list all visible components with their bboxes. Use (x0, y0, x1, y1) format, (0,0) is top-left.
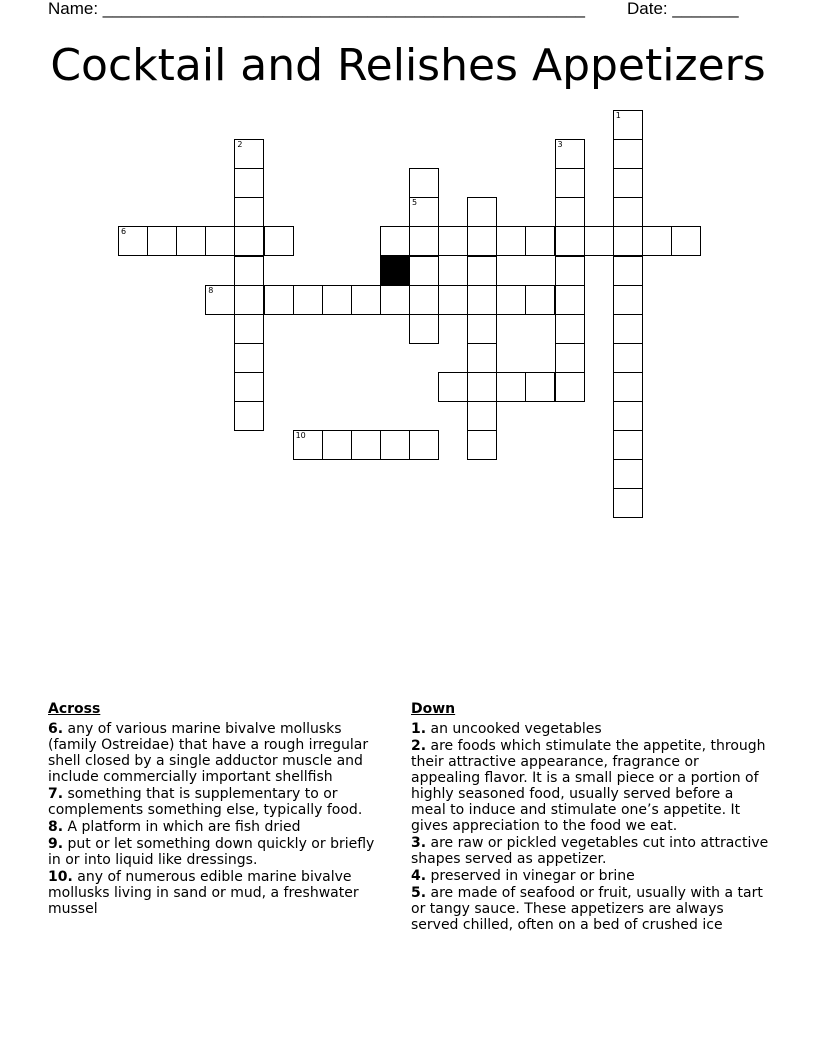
down-clues (411, 701, 771, 934)
grid-cell[interactable] (409, 168, 439, 198)
grid-cell[interactable] (467, 343, 497, 373)
grid-cell[interactable] (613, 430, 643, 460)
grid-cell[interactable] (293, 430, 323, 460)
grid-cell[interactable] (234, 226, 264, 256)
clue-num: 9. (48, 836, 64, 852)
grid-cell[interactable] (234, 314, 264, 344)
grid-cell[interactable] (409, 285, 439, 315)
grid-cell[interactable] (205, 226, 235, 256)
grid-cell[interactable] (525, 226, 555, 256)
grid-cell[interactable] (467, 197, 497, 227)
clue-text: any of numerous edible marine bivalve mollusks living in sand or mud, a freshwater mussel (48, 869, 359, 917)
grid-cell[interactable] (671, 226, 701, 256)
grid-cell[interactable] (438, 226, 468, 256)
grid-cell[interactable] (264, 226, 294, 256)
clue-text: are made of seafood or fruit, usually with a tart or tangy sauce. These appetizers are always served chilled, often on a bed of crushed ice (411, 885, 763, 933)
down-clue (411, 721, 771, 737)
grid-cell[interactable] (438, 372, 468, 402)
down-heading: Down (411, 701, 456, 717)
grid-cell[interactable] (613, 110, 643, 140)
across-clue (48, 721, 388, 785)
clue-num: 5. (411, 885, 427, 901)
grid-cell[interactable] (555, 372, 585, 402)
grid-cell[interactable] (613, 314, 643, 344)
grid-cell[interactable] (555, 343, 585, 373)
grid-cell[interactable] (118, 226, 148, 256)
clue-num: 3. (411, 835, 427, 851)
across-clues (48, 701, 388, 918)
across-clue (48, 819, 388, 835)
grid-cell[interactable] (234, 401, 264, 431)
grid-cell[interactable] (234, 139, 264, 169)
grid-cell[interactable] (642, 226, 672, 256)
grid-cell[interactable] (264, 285, 294, 315)
grid-cell[interactable] (613, 197, 643, 227)
grid-cell[interactable] (293, 285, 323, 315)
across-clue (48, 836, 388, 868)
grid-cell[interactable] (234, 285, 264, 315)
grid-cell[interactable] (613, 459, 643, 489)
grid-cell[interactable] (613, 139, 643, 169)
grid-cell[interactable] (496, 226, 526, 256)
across-clue (48, 869, 388, 917)
down-clue (411, 835, 771, 867)
grid-cell[interactable] (409, 314, 439, 344)
grid-block (380, 256, 410, 286)
clue-text: A platform in which are fish dried (67, 819, 301, 835)
grid-cell[interactable] (380, 430, 410, 460)
clue-number: 3 (557, 140, 563, 150)
grid-cell[interactable] (234, 343, 264, 373)
date-field[interactable]: Date: _______ (627, 0, 739, 18)
grid-cell[interactable] (555, 168, 585, 198)
clue-number: 10 (295, 431, 306, 441)
across-heading: Across (48, 701, 101, 717)
clue-num: 6. (48, 721, 64, 737)
clue-num: 2. (411, 738, 427, 754)
clue-text: any of various marine bivalve mollusks (family Ostreidae) that have a rough irregular shell closed by a single adductor muscle and include commercially important shellfish (48, 721, 369, 785)
grid-cell[interactable] (467, 256, 497, 286)
grid-cell[interactable] (555, 197, 585, 227)
across-clue-list (48, 721, 388, 917)
grid-cell[interactable] (613, 343, 643, 373)
grid-cell[interactable] (234, 372, 264, 402)
grid-cell[interactable] (234, 256, 264, 286)
grid-cell[interactable] (351, 430, 381, 460)
grid-cell[interactable] (147, 226, 177, 256)
grid-cell[interactable] (555, 314, 585, 344)
grid-cell[interactable] (496, 372, 526, 402)
grid-cell[interactable] (176, 226, 206, 256)
across-clue (48, 786, 388, 818)
grid-cell[interactable] (351, 285, 381, 315)
grid-cell[interactable] (613, 285, 643, 315)
grid-cell[interactable] (613, 168, 643, 198)
grid-cell[interactable] (467, 372, 497, 402)
grid-cell[interactable] (322, 285, 352, 315)
clue-num: 4. (411, 868, 427, 884)
clue-text: are foods which stimulate the appetite, through their attractive appearance, fragrance or appealing flavor. It is a small piece or a portion of highly seasoned food, usually served before a meal to induce and stimulate one’s appetite. It gives appreciation to the food we eat. (411, 738, 766, 834)
grid-cell[interactable] (467, 226, 497, 256)
clue-number: 1 (615, 111, 621, 120)
clue-text: put or let something down quickly or briefly in or into liquid like dressings. (48, 836, 375, 868)
clue-num: 1. (411, 721, 427, 737)
grid-cell[interactable] (584, 226, 614, 256)
grid-cell[interactable] (409, 430, 439, 460)
down-clue (411, 738, 771, 834)
grid-cell[interactable] (613, 488, 643, 518)
grid-cell[interactable] (613, 226, 643, 256)
grid-cell[interactable] (555, 226, 585, 256)
down-clue (411, 885, 771, 933)
grid-cell[interactable] (234, 168, 264, 198)
grid-cell[interactable] (380, 285, 410, 315)
clue-text: something that is supplementary to or complements something else, typically food. (48, 786, 363, 818)
grid-cell[interactable] (525, 285, 555, 315)
down-clue-list (411, 721, 771, 933)
crossword-grid (0, 0, 816, 500)
grid-cell[interactable] (322, 430, 352, 460)
grid-cell[interactable] (613, 401, 643, 431)
grid-cell[interactable] (525, 372, 555, 402)
clue-number: 5 (412, 198, 418, 208)
grid-cell[interactable] (438, 285, 468, 315)
grid-cell[interactable] (380, 226, 410, 256)
clue-num: 7. (48, 786, 64, 802)
down-clue (411, 868, 771, 884)
grid-cell[interactable] (555, 139, 585, 169)
name-field[interactable]: Name: ___________________________________________________ (48, 0, 585, 18)
grid-cell[interactable] (409, 256, 439, 286)
grid-cell[interactable] (409, 197, 439, 227)
grid-cell[interactable] (467, 401, 497, 431)
clue-num: 8. (48, 819, 64, 835)
clue-number: 6 (121, 227, 127, 237)
grid-cell[interactable] (496, 285, 526, 315)
grid-cell[interactable] (613, 256, 643, 286)
clue-num: 10. (48, 869, 73, 885)
grid-cell[interactable] (467, 285, 497, 315)
grid-cell[interactable] (613, 372, 643, 402)
grid-cell[interactable] (467, 430, 497, 460)
grid-cell[interactable] (205, 285, 235, 315)
grid-cell[interactable] (555, 285, 585, 315)
clue-number: 8 (208, 285, 214, 295)
page-title: Cocktail and Relishes Appetizers (50, 40, 766, 91)
clue-text: an uncooked vegetables (430, 721, 602, 737)
grid-cell[interactable] (409, 226, 439, 256)
grid-cell[interactable] (467, 314, 497, 344)
clue-text: preserved in vinegar or brine (430, 868, 635, 884)
grid-cell[interactable] (234, 197, 264, 227)
clue-text: are raw or pickled vegetables cut into attractive shapes served as appetizer. (411, 835, 769, 867)
grid-cell[interactable] (555, 256, 585, 286)
clue-number: 2 (237, 140, 243, 150)
